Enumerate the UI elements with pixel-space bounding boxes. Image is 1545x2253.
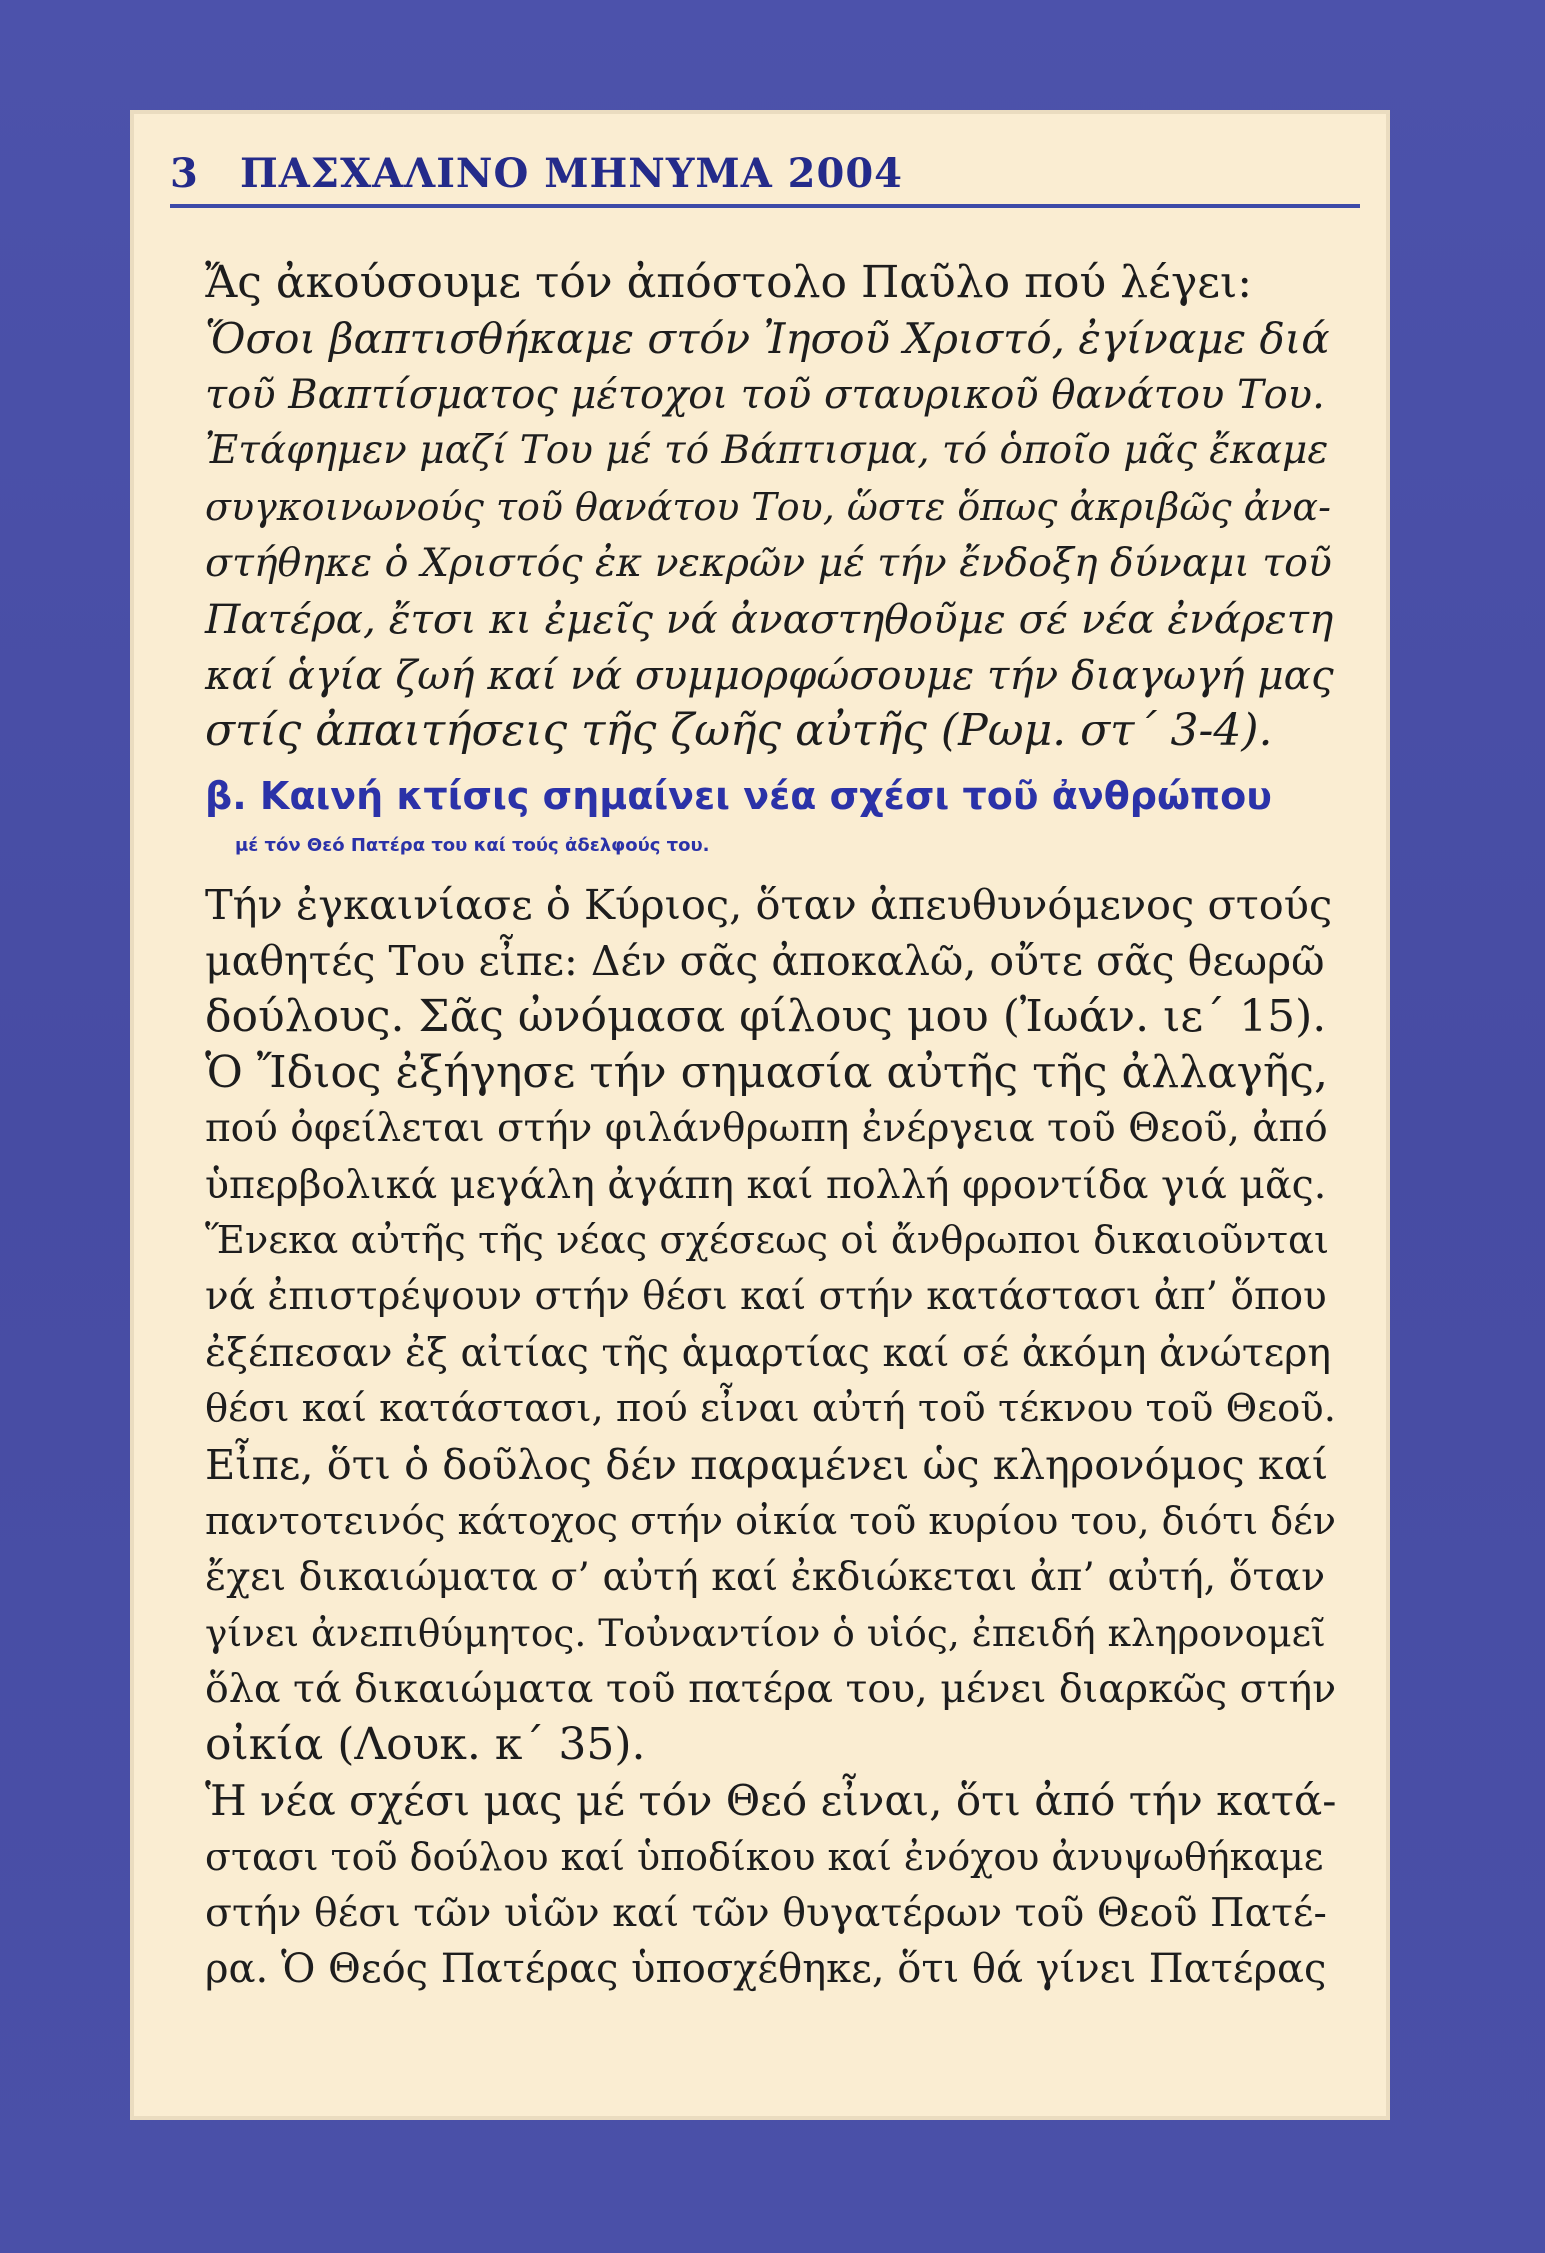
- heading-line: β. Καινή κτίσις σημαίνει νέα σχέσι τοῦ ἀνθρώπου: [205, 774, 1272, 818]
- text-line: Τήν ἐγκαινίασε ὁ Κύριος, ὅταν ἀπευθυνόμενος στούς: [205, 880, 1333, 929]
- text-line: ὅλα τά δικαιώματα τοῦ πατέρα του, μένει διαρκῶς στήν: [205, 1666, 1337, 1712]
- paragraph-quote: [205, 255, 1335, 759]
- text-line: στίς ἀπαιτήσεις τῆς ζωῆς αὐτῆς (Ρωμ. στ΄ 3-4).: [205, 705, 1273, 756]
- page-title: ΠΑΣΧΑΛΙΝΟ ΜΗΝΥΜΑ 2004: [240, 150, 903, 197]
- text-line: ἔχει δικαιώματα σ’ αὐτή καί ἐκδιώκεται ἀπ’ αὐτή, ὅταν: [205, 1554, 1326, 1600]
- body-text: [205, 255, 1335, 1997]
- text-line: Ὁ Ἴδιος ἐξήγησε τήν σημασία αὐτῆς τῆς ἀλλαγῆς,: [205, 1047, 1328, 1098]
- text-line: παντοτεινός κάτοχος στήν οἰκία τοῦ κυρίου του, διότι δέν: [205, 1499, 1336, 1543]
- text-line: τοῦ Βαπτίσματος μέτοχοι τοῦ σταυρικοῦ θανάτου Του.: [205, 372, 1325, 418]
- section-heading: [205, 771, 1335, 871]
- text-line: Ἡ νέα σχέσι μας μέ τόν Θεό εἶναι, ὅτι ἀπό τήν κατά-: [205, 1776, 1337, 1825]
- text-line: συγκοινωνούς τοῦ θανάτου Του, ὥστε ὅπως ἀκριβῶς ἀνα-: [205, 485, 1331, 529]
- text-line: ὑπερβολικά μεγάλη ἀγάπη καί πολλή φροντίδα γιά μᾶς.: [205, 1162, 1327, 1208]
- text-line: νά ἐπιστρέψουν στήν θέσι καί στήν κατάστασι ἀπ’ ὅπου: [205, 1274, 1327, 1319]
- text-line: ἐξέπεσαν ἐξ αἰτίας τῆς ἁμαρτίας καί σέ ἀκόμη ἀνώτερη: [205, 1330, 1332, 1376]
- page-number: 3: [170, 150, 198, 197]
- text-line: Ἕνεκα αὐτῆς τῆς νέας σχέσεως οἱ ἄνθρωποι δικαιοῦνται: [205, 1218, 1330, 1263]
- text-line: Πατέρα, ἔτσι κι ἐμεῖς νά ἀναστηθοῦμε σέ νέα ἐνάρετη: [205, 595, 1334, 643]
- heading-line: μέ τόν Θεό Πατέρα του καί τούς ἀδελφούς του.: [235, 835, 710, 856]
- text-line: καί ἁγία ζωή καί νά συμμορφώσουμε τήν διαγωγή μας: [205, 651, 1334, 699]
- text-line: θέσι καί κατάστασι, πού εἶναι αὐτή τοῦ τέκνου τοῦ Θεοῦ.: [205, 1386, 1336, 1431]
- text-line: ρα. Ὁ Θεός Πατέρας ὑποσχέθηκε, ὅτι θά γίνει Πατέρας: [205, 1946, 1327, 1992]
- document-page: [130, 110, 1390, 2120]
- text-line: Ἄς ἀκούσουμε τόν ἀπόστολο Παῦλο πού λέγει:: [205, 257, 1253, 308]
- paragraph: [205, 1773, 1335, 1997]
- text-line: μαθητές Του εἶπε: Δέν σᾶς ἀποκαλῶ, οὔτε σᾶς θεωρῶ: [205, 937, 1325, 985]
- text-line: πού ὀφείλεται στήν φιλάνθρωπη ἐνέργεια τοῦ Θεοῦ, ἀπό: [205, 1106, 1328, 1151]
- text-line: γίνει ἀνεπιθύμητος. Τοὐναντίον ὁ υἱός, ἐπειδή κληρονομεῖ: [205, 1611, 1326, 1655]
- text-line: Εἶπε, ὅτι ὁ δοῦλος δέν παραμένει ὡς κληρονόμος καί: [205, 1440, 1329, 1489]
- text-line: δούλους. Σᾶς ὠνόμασα φίλους μου (Ἰωάν. ιε΄ 15).: [205, 991, 1327, 1042]
- text-line: στασι τοῦ δούλου καί ὑποδίκου καί ἐνόχου ἀνυψωθήκαμε: [205, 1835, 1324, 1879]
- text-line: στήν θέσι τῶν υἱῶν καί τῶν θυγατέρων τοῦ Θεοῦ Πατέ-: [205, 1890, 1327, 1936]
- text-line: Ἐτάφημεν μαζί Του μέ τό Βάπτισμα, τό ὁποῖο μᾶς ἔκαμε: [205, 428, 1329, 473]
- text-line: οἰκία (Λουκ. κ΄ 35).: [205, 1719, 646, 1770]
- paragraph: [205, 877, 1335, 1045]
- text-line: Ὅσοι βαπτισθήκαμε στόν Ἰησοῦ Χριστό, ἐγίναμε διά: [205, 314, 1330, 363]
- page-header: [170, 140, 1360, 208]
- paragraph: [205, 1045, 1335, 1773]
- text-line: στήθηκε ὁ Χριστός ἐκ νεκρῶν μέ τήν ἔνδοξη δύναμι τοῦ: [205, 540, 1332, 586]
